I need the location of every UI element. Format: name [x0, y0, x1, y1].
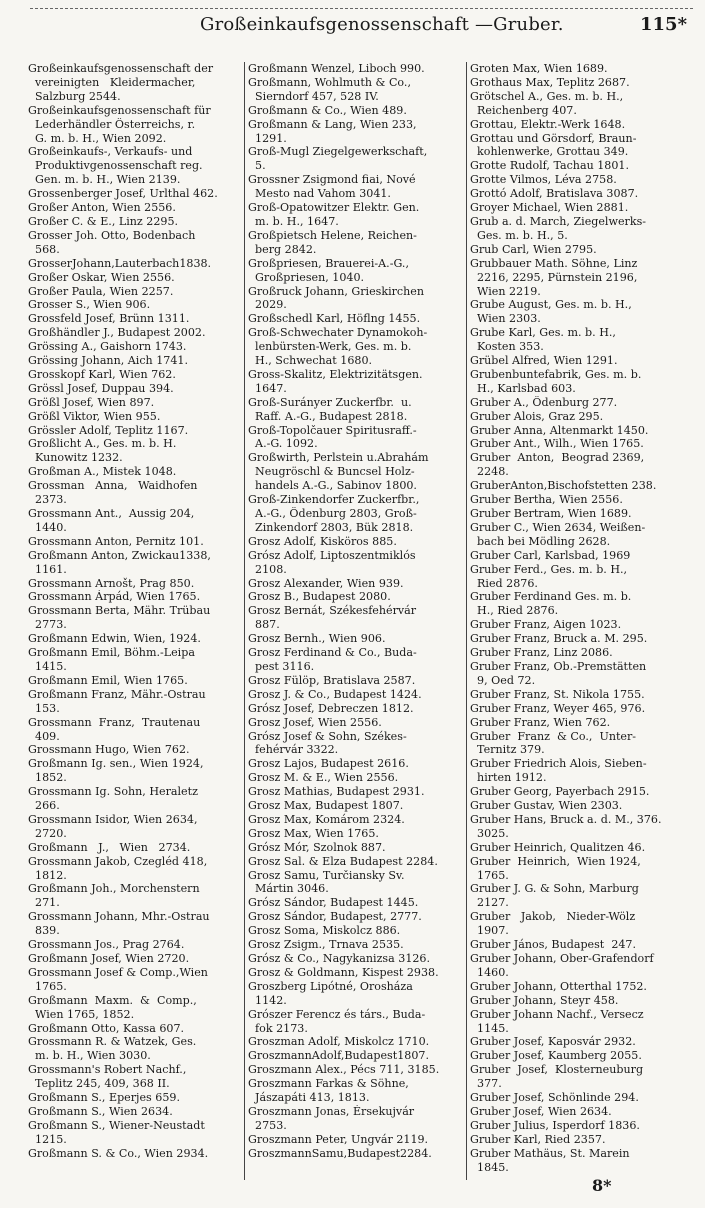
directory-entry-line: Mesto nad Vahom 3041. [248, 187, 391, 201]
directory-entry-line: Grosz Max, Budapest 1807. [248, 799, 404, 813]
directory-entry-line: Grosz M. & E., Wien 2556. [248, 771, 399, 785]
directory-entry-line: 271. [28, 896, 60, 910]
directory-entry-line: vereinigten Kleidermacher, [28, 75, 196, 89]
directory-entry-line: Groß-Opatowitzer Elektr. Gen. [248, 201, 420, 215]
directory-entry-line: Grössl Josef, Duppau 394. [28, 381, 174, 395]
directory-entry-line: Gruber Anton, Beograd 2369, [470, 451, 645, 465]
directory-entry-line: lenbürsten-Werk, Ges. m. b. [248, 340, 412, 354]
directory-column-1 [28, 62, 238, 1182]
directory-entry-line: A.-G., Ödenburg 2803, Groß- [248, 507, 417, 520]
directory-entry-line: Gruber Mathäus, St. Marein [470, 1146, 630, 1160]
directory-entry-line: Salzburg 2544. [28, 89, 121, 103]
running-header [0, 14, 705, 40]
directory-entry-line: Großeinkaufsgenossenschaft für [28, 103, 211, 117]
directory-entry-line: 266. [28, 799, 60, 813]
directory-entry-line: H., Ried 2876. [470, 604, 559, 618]
directory-entry-line: Gruber Jakob, Nieder-Wölz [470, 910, 636, 924]
directory-entry-line: Grossmann Hugo, Wien 762. [28, 743, 190, 757]
directory-entry-line: Wien 2303. [470, 312, 541, 326]
directory-entry-line: Grubenbuntefabrik, Ges. m. b. [470, 367, 642, 381]
directory-entry-line: 5. [248, 159, 266, 173]
directory-entry-line: fehérvár 3322. [248, 743, 339, 757]
directory-entry-line: Grossmann Jos., Prag 2764. [28, 938, 185, 952]
directory-entry-line: Gruber Ant., Wilh., Wien 1765. [470, 437, 644, 451]
directory-entry-line: Gruber Josef, Klosterneuburg [470, 1063, 644, 1077]
directory-entry-line: Grosz Josef, Wien 2556. [248, 715, 382, 729]
directory-entry-line: Großlicht A., Ges. m. b. H. [28, 437, 177, 451]
directory-entry-line: 1907. [470, 924, 509, 938]
directory-entry-line: Grötschel A., Ges. m. b. H., [470, 89, 624, 103]
directory-entry-line: Gruber Ferd., Ges. m. b. H., [470, 562, 628, 576]
directory-entry-line: Grössler Adolf, Teplitz 1167. [28, 423, 189, 437]
directory-entry-line: Zinkendorf 2803, Bük 2818. [248, 520, 414, 534]
directory-entry-line: Grossmann R. & Watzek, Ges. [28, 1035, 197, 1049]
directory-entry-line: G. m. b. H., Wien 2092. [28, 131, 167, 145]
directory-entry-line: Gruber Heinrich, Wien 1924, [470, 854, 641, 868]
directory-entry-line: Grosz Ferdinand & Co., Buda- [248, 646, 417, 660]
directory-entry-line: Gruber Julius, Isperdorf 1836. [470, 1118, 640, 1132]
directory-entry-line: Gruber Franz, Wien 762. [470, 715, 611, 729]
directory-entry-line: Groten Max, Wien 1689. [470, 62, 608, 75]
directory-entry-line: Großeinkaufs-, Verkaufs- und [28, 145, 193, 159]
directory-entry-line: Gruber Gustav, Wien 2303. [470, 799, 623, 813]
directory-entry-line: berg 2842. [248, 242, 317, 256]
directory-entry-line: Großmann S., Wiener-Neustadt [28, 1118, 205, 1132]
directory-entry-line: Grosser Joh. Otto, Bodenbach [28, 228, 196, 242]
directory-entry-line: A.-G. 1092. [248, 437, 318, 451]
directory-entry-line: 2773. [28, 618, 67, 632]
directory-entry-line: Groß-Zinkendorfer Zuckerfbr., [248, 493, 420, 507]
directory-entry-line: Grotte Vilmos, Léva 2758. [470, 173, 617, 187]
directory-entry-line: Mártin 3046. [248, 882, 329, 896]
directory-entry-line: Gruber Karl, Ried 2357. [470, 1132, 606, 1146]
directory-entry-line: Gruber Hans, Bruck a. d. M., 376. [470, 812, 662, 826]
directory-entry-line: Grosz Fülöp, Bratislava 2587. [248, 673, 416, 687]
directory-entry-line: Größl Viktor, Wien 955. [28, 409, 161, 423]
directory-entry-line: Kunowitz 1232. [28, 451, 123, 465]
directory-entry-line: Grósz Sándor, Budapest 1445. [248, 896, 419, 910]
directory-entry-line: 2753. [248, 1118, 287, 1132]
directory-entry-line: Grossmann Jakob, Czegléd 418, [28, 854, 208, 868]
directory-entry-line: Grossmann Anton, Pernitz 101. [28, 534, 204, 548]
directory-entry-line: Grube August, Ges. m. b. H., [470, 298, 632, 312]
directory-entry-line: Großer C. & E., Linz 2295. [28, 214, 179, 228]
directory-entry-line: 1291. [248, 131, 287, 145]
directory-entry-line: 9, Oed 72. [470, 673, 536, 687]
directory-entry-line: 1845. [470, 1160, 509, 1174]
directory-entry-line: Ried 2876. [470, 576, 538, 590]
directory-entry-line: Gruber Georg, Payerbach 2915. [470, 785, 650, 799]
directory-entry-line: Gruber A., Ödenburg 277. [470, 395, 618, 409]
directory-entry-line: Grössing A., Gaishorn 1743. [28, 340, 187, 354]
directory-entry-line: Wien 2219. [470, 284, 541, 298]
directory-entry-line: Grothaus Max, Teplitz 2687. [470, 75, 630, 89]
directory-entry-line: Grosz J. & Co., Budapest 1424. [248, 687, 422, 701]
directory-entry-line: Gruber Johann, Steyr 458. [470, 993, 619, 1007]
directory-entry-line: Gruber Franz & Co., Unter- [470, 729, 637, 743]
directory-entry-line: Grósz Josef, Debreczen 1812. [248, 701, 414, 715]
directory-entry-line: Gruber Franz, Ob.-Premstätten [470, 659, 647, 673]
directory-entry-line: 2029. [248, 298, 287, 312]
directory-entry-line: Grosz Zsigm., Trnava 2535. [248, 938, 404, 952]
directory-entry-line: Großmann Edwin, Wien, 1924. [28, 632, 201, 646]
directory-entry-line: GroszmannSamu,Budapest2284. [248, 1146, 432, 1160]
directory-entry-line: Grossmann Árpád, Wien 1765. [28, 590, 201, 604]
directory-entry-line: Größl Josef, Wien 897. [28, 395, 155, 409]
directory-entry-line: Gruber Heinrich, Qualitzen 46. [470, 840, 646, 854]
directory-entry-line: Grosz Mathias, Budapest 2931. [248, 785, 425, 799]
directory-entry-line: 153. [28, 701, 60, 715]
directory-entry-line: Gruber Carl, Karlsbad, 1969 [470, 548, 631, 562]
directory-entry-line: Großhändler J., Budapest 2002. [28, 326, 206, 340]
directory-entry-line: Großmann Joh., Morchenstern [28, 882, 200, 896]
directory-entry-line: 1812. [28, 868, 67, 882]
directory-entry-line: Großmann Ig. sen., Wien 1924, [28, 757, 204, 771]
directory-entry-line: 839. [28, 924, 60, 938]
directory-entry-line: Grosz Samu, Turčiansky Sv. [248, 868, 405, 882]
directory-entry-line: Gruber Franz, St. Nikola 1755. [470, 687, 645, 701]
directory-entry-line: Großmann & Co., Wien 489. [248, 103, 407, 117]
directory-entry-line: Gruber Josef, Kaposvár 2932. [470, 1035, 636, 1049]
directory-entry-line: 2216, 2295, Pürnstein 2196, [470, 270, 638, 284]
directory-entry-line: Gruber Franz, Aigen 1023. [470, 618, 622, 632]
directory-entry-line: Großeinkaufsgenossenschaft der [28, 62, 214, 75]
directory-entry-line: Großer Paula, Wien 2257. [28, 284, 174, 298]
directory-entry-line: Raff. A.-G., Budapest 2818. [248, 409, 408, 423]
directory-entry-line: Grössing Johann, Aich 1741. [28, 354, 188, 368]
directory-entry-line: Grossmann Berta, Mähr. Trübau [28, 604, 211, 618]
page-number: 115* [640, 14, 687, 35]
directory-entry-line: Großmann S., Wien 2634. [28, 1104, 173, 1118]
sheet-signature: 8* [592, 1176, 612, 1195]
directory-entry-line: Großpriesen, 1040. [248, 270, 365, 284]
directory-entry-line: Grottau, Elektr.-Werk 1648. [470, 117, 626, 131]
directory-entry-line: Groyer Michael, Wien 2881. [470, 201, 629, 215]
directory-entry-line: Großmann & Lang, Wien 233, [248, 117, 417, 131]
directory-entry-line: Groszberg Lipótné, Orosháza [248, 979, 413, 993]
directory-entry-line: Grosz Adolf, Kisköros 885. [248, 534, 397, 548]
directory-column-3 [470, 62, 682, 1182]
directory-entry-line: Gen. m. b. H., Wien 2139. [28, 173, 181, 187]
directory-entry-line: Grosser S., Wien 906. [28, 298, 151, 312]
directory-entry-line: Groß-Mugl Ziegelgewerkschaft, [248, 145, 428, 159]
directory-entry-line: 2127. [470, 896, 509, 910]
directory-entry-line: Groszmann Alex., Pécs 711, 3185. [248, 1063, 440, 1077]
directory-entry-line: Gruber Josef, Kaumberg 2055. [470, 1049, 642, 1063]
directory-entry-line: Grosz Alexander, Wien 939. [248, 576, 404, 590]
directory-entry-line: Grosz & Goldmann, Kispest 2938. [248, 965, 439, 979]
directory-entry-line: 1415. [28, 659, 67, 673]
directory-entry-line: Grósz & Co., Nagykanizsa 3126. [248, 952, 431, 965]
directory-entry-line: Gruber Bertram, Wien 1689. [470, 507, 632, 520]
directory-entry-line: Grossmann's Robert Nachf., [28, 1063, 187, 1077]
directory-entry-line: Großmann J., Wien 2734. [28, 840, 191, 854]
directory-entry-line: Gruber Bertha, Wien 2556. [470, 493, 623, 507]
directory-entry-line: Grossmann Arnošt, Prag 850. [28, 576, 195, 590]
directory-entry-line: Grossmann Isidor, Wien 2634, [28, 812, 198, 826]
directory-entry-line: Grósz Mór, Szolnok 887. [248, 840, 386, 854]
directory-entry-line: Gruber Anna, Altenmarkt 1450. [470, 423, 649, 437]
directory-entry-line: Kosten 353. [470, 340, 544, 354]
directory-entry-line: Neugröschl & Buncsel Holz- [248, 465, 415, 479]
directory-entry-line: Gruber Franz, Bruck a. M. 295. [470, 632, 648, 646]
directory-entry-line: hirten 1912. [470, 771, 547, 785]
directory-entry-line: Gruber Josef, Schönlinde 294. [470, 1091, 639, 1105]
directory-entry-line: Wien 1765, 1852. [28, 1007, 135, 1021]
directory-entry-line: Großmann Emil, Wien 1765. [28, 673, 188, 687]
directory-entry-line: 1460. [470, 965, 509, 979]
directory-entry-line: 409. [28, 729, 60, 743]
directory-entry-line: 1142. [248, 993, 287, 1007]
directory-entry-line: Ternitz 379. [470, 743, 545, 757]
directory-entry-line: Grósz Josef & Sohn, Székes- [248, 729, 407, 743]
directory-entry-line: Grübel Alfred, Wien 1291. [470, 354, 618, 368]
directory-entry-line: Gruber Ferdinand Ges. m. b. [470, 590, 632, 604]
directory-entry-line: GruberAnton,Bischofstetten 238. [470, 479, 657, 493]
directory-entry-line: bach bei Mödling 2628. [470, 534, 611, 548]
directory-entry-line: m. b. H., 1647. [248, 214, 339, 228]
directory-entry-line: Grossenberger Josef, Urlthal 462. [28, 187, 218, 201]
directory-entry-line: 1647. [248, 381, 287, 395]
directory-entry-line: Reichenberg 407. [470, 103, 577, 117]
directory-entry-line: 1765. [28, 979, 67, 993]
directory-entry-line: Groß-Topolčauer Spiritusraff.- [248, 423, 417, 437]
directory-entry-line: Gruber Josef, Wien 2634. [470, 1104, 612, 1118]
directory-entry-line: 2108. [248, 562, 287, 576]
directory-entry-line: 1852. [28, 771, 67, 785]
directory-entry-line: kohlenwerke, Grottau 349. [470, 145, 629, 159]
directory-entry-line: Grube Karl, Ges. m. b. H., [470, 326, 616, 340]
directory-entry-line: Grottó Adolf, Bratislava 3087. [470, 187, 639, 201]
directory-entry-line: Groß-Schwechater Dynamokoh- [248, 326, 428, 340]
header-rule [30, 8, 693, 9]
directory-entry-line: Gross-Skalitz, Elektrizitätsgen. [248, 367, 423, 381]
directory-entry-line: m. b. H., Wien 3030. [28, 1049, 151, 1063]
directory-entry-line: 377. [470, 1077, 502, 1091]
directory-entry-line: Großruck Johann, Grieskirchen [248, 284, 425, 298]
directory-entry-line: 887. [248, 618, 280, 632]
directory-entry-line: Grossmann Ant., Aussig 204, [28, 507, 195, 520]
directory-entry-line: Gruber Johann Nachf., Versecz [470, 1007, 644, 1021]
directory-entry-line: Gruber C., Wien 2634, Weißen- [470, 520, 646, 534]
directory-entry-line: Grosz Sándor, Budapest, 2777. [248, 910, 422, 924]
directory-entry-line: fok 2173. [248, 1021, 308, 1035]
directory-columns [0, 62, 705, 1182]
directory-entry-line: Großmann Maxm. & Comp., [28, 993, 197, 1007]
directory-entry-line: Gruber J. G. & Sohn, Marburg [470, 882, 639, 896]
directory-entry-line: Groß-Surányer Zuckerfbr. u. [248, 395, 412, 409]
directory-entry-line: Großpriesen, Brauerei-A.-G., [248, 256, 409, 270]
directory-entry-line: Grosz Sal. & Elza Budapest 2284. [248, 854, 438, 868]
directory-entry-line: Ges. m. b. H., 5. [470, 228, 568, 242]
directory-entry-line: 2720. [28, 826, 67, 840]
directory-entry-line: 2248. [470, 465, 509, 479]
directory-entry-line: 1145. [470, 1021, 509, 1035]
directory-entry-line: Produktivgenossenschaft reg. [28, 159, 203, 173]
directory-entry-line: Großmann Anton, Zwickau1338, [28, 548, 211, 562]
directory-entry-line: Großman A., Mistek 1048. [28, 465, 177, 479]
directory-entry-line: Grossner Zsigmond fiai, Nové [248, 173, 416, 187]
directory-entry-line: 1765. [470, 868, 509, 882]
directory-entry-line: Grossman Anna, Waidhofen [28, 479, 198, 493]
directory-entry-line: Grosz B., Budapest 2080. [248, 590, 391, 604]
directory-entry-line: Groszmann Peter, Ungvár 2119. [248, 1132, 429, 1146]
directory-entry-line: Großer Oskar, Wien 2556. [28, 270, 175, 284]
directory-entry-line: Gruber Johann, Ober-Grafendorf [470, 952, 654, 965]
directory-entry-line: Sierndorf 457, 528 IV. [248, 89, 379, 103]
directory-entry-line: H., Karlsbad 603. [470, 381, 576, 395]
directory-entry-line: Großer Anton, Wien 2556. [28, 201, 176, 215]
directory-entry-line: Grossmann Ig. Sohn, Heraletz [28, 785, 198, 799]
directory-entry-line: GroszmannAdolf,Budapest1807. [248, 1049, 429, 1063]
directory-entry-line: Grosskopf Karl, Wien 762. [28, 367, 176, 381]
directory-entry-line: Groszman Adolf, Miskolcz 1710. [248, 1035, 430, 1049]
directory-entry-line: Grosz Max, Komárom 2324. [248, 812, 405, 826]
directory-entry-line: Großmann Josef, Wien 2720. [28, 952, 190, 965]
directory-entry-line: Grosz Soma, Miskolcz 886. [248, 924, 401, 938]
directory-entry-line: 568. [28, 242, 60, 256]
directory-entry-line: Grosz Bernát, Székesfehérvár [248, 604, 417, 618]
directory-entry-line: Grossmann Johann, Mhr.-Ostrau [28, 910, 210, 924]
directory-entry-line: Grottau und Görsdorf, Braun- [470, 131, 637, 145]
directory-entry-line: Großmann Franz, Mähr.-Ostrau [28, 687, 206, 701]
directory-entry-line: Gruber Franz, Linz 2086. [470, 646, 613, 660]
directory-entry-line: Grósz Adolf, Liptoszentmiklós [248, 548, 416, 562]
directory-entry-line: Gruber Alois, Graz 295. [470, 409, 604, 423]
directory-entry-line: Grószer Ferencz és társ., Buda- [248, 1007, 426, 1021]
directory-entry-line: pest 3116. [248, 659, 315, 673]
directory-entry-line: Großmann Wenzel, Liboch 990. [248, 62, 425, 75]
directory-column-2 [248, 62, 460, 1182]
directory-entry-line: 1440. [28, 520, 67, 534]
directory-entry-line: 1215. [28, 1132, 67, 1146]
directory-entry-line: Groszmann Farkas & Söhne, [248, 1077, 409, 1091]
directory-entry-line: Grossmann Franz, Trautenau [28, 715, 201, 729]
directory-entry-line: Großmann S., Eperjes 659. [28, 1091, 180, 1105]
directory-entry-line: Grossfeld Josef, Brünn 1311. [28, 312, 190, 326]
directory-entry-line: Grub a. d. March, Ziegelwerks- [470, 214, 647, 228]
running-title: Großeinkaufsgenossenschaft —Gruber. [200, 14, 564, 35]
directory-entry-line: Lederhändler Österreichs, r. [28, 117, 196, 131]
directory-entry-line: Grub Carl, Wien 2795. [470, 242, 597, 256]
directory-entry-line: Großmann Otto, Kassa 607. [28, 1021, 185, 1035]
directory-entry-line: Großwirth, Perlstein u.Abrahám [248, 451, 429, 465]
directory-entry-line: Großmann Emil, Böhm.-Leipa [28, 646, 195, 660]
directory-entry-line: H., Schwechat 1680. [248, 354, 373, 368]
directory-entry-line: Grubbauer Math. Söhne, Linz [470, 256, 638, 270]
directory-entry-line: Gruber Franz, Weyer 465, 976. [470, 701, 646, 715]
directory-entry-line: Grotte Rudolf, Tachau 1801. [470, 159, 629, 173]
directory-entry-line: Gruber János, Budapest 247. [470, 938, 637, 952]
directory-entry-line: Grossmann Josef & Comp.,Wien [28, 965, 208, 979]
directory-entry-line: Grosz Bernh., Wien 906. [248, 632, 386, 646]
directory-entry-line: Großpietsch Helene, Reichen- [248, 228, 417, 242]
directory-entry-line: Grosz Max, Wien 1765. [248, 826, 379, 840]
directory-entry-line: Groszmann Jonas, Érsekujvár [248, 1104, 415, 1118]
directory-entry-line: handels A.-G., Sabinov 1800. [248, 479, 417, 493]
directory-entry-line: Großmann, Wohlmuth & Co., [248, 75, 411, 89]
directory-entry-line: Gruber Johann, Otterthal 1752. [470, 979, 647, 993]
directory-entry-line: 3025. [470, 826, 509, 840]
directory-entry-line: Gruber Friedrich Alois, Sieben- [470, 757, 647, 771]
directory-entry-line: Großmann S. & Co., Wien 2934. [28, 1146, 209, 1160]
directory-entry-line: 1161. [28, 562, 67, 576]
directory-entry-line: GrosserJohann,Lauterbach1838. [28, 256, 212, 270]
directory-entry-line: 2373. [28, 493, 67, 507]
directory-entry-line: Jászapáti 413, 1813. [248, 1091, 370, 1105]
directory-entry-line: Grosz Lajos, Budapest 2616. [248, 757, 409, 771]
directory-entry-line: Großschedl Karl, Höflng 1455. [248, 312, 421, 326]
directory-entry-line: Teplitz 245, 409, 368 II. [28, 1077, 170, 1091]
